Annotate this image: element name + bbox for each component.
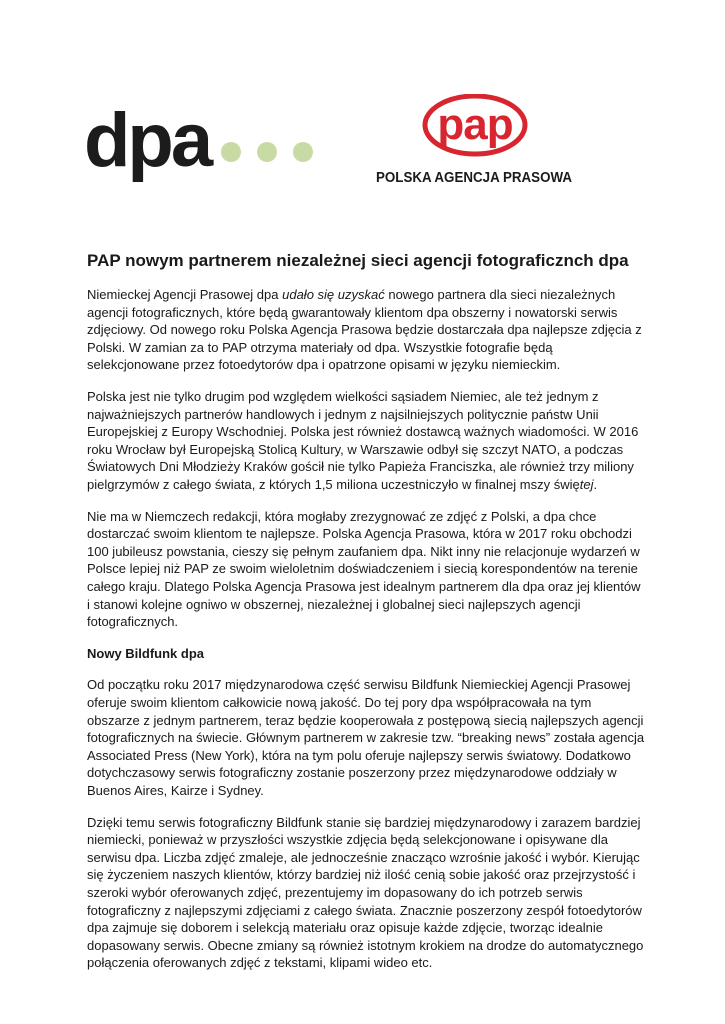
dpa-logo-text: dpa xyxy=(84,108,211,183)
paragraph: Dzięki temu serwis fotograficzny Bildfunk stanie się bardziej międzynarodowy i zarazem bardziej niemiecki, ponieważ w przyszłości wszystkie zdjęcia będą selekcjonowane i opisywane dla serwisu dpa. Liczba zdjęć zmaleje, ale jednocześnie znacząco wzrośnie jakość i wybór. Kierując się życzeniem naszych klientów, którzy bardziej niż ilość cenią sobie jakość oraz przejrzystość i szeroki wybór oferowanych zdjęć, prezentujemy im dopasowany do ich potrzeb serwis fotograficzny z najlepszymi zdjęciami z całego świata. Znacznie poszerzony zespół fotoedytorów dpa zajmuje się doborem i selekcją materiału oraz opisuje każde zdjęcie, tworząc idealnie dopasowany serwis. Obecne zmiany są również istotnym krokiem na drodze do automatycznego połączenia oferowanych zdjęć z tekstami, klipami wideo etc. xyxy=(87,814,644,971)
pap-logo-text: pap xyxy=(437,100,513,149)
document-title: PAP nowym partnerem niezależnej sieci agencji fotograficznch dpa xyxy=(87,251,629,270)
dpa-logo-dot xyxy=(221,142,241,162)
paragraph: Od początku roku 2017 międzynarodowa część serwisu Bildfunk Niemieckiej Agencji Prasowej oferuje swoim klientom całkowicie nową jakość. Do tej pory dpa współpracowała na tym obszarze z jednym partnerem, teraz będzie kooperowała z postępową siecią najlepszych agencji fotograficznych na świecie. Głównym partnerem w zakresie tzw. “breaking news” została agencja Associated Press (New York), która na tym polu oferuje najlepszy serwis światowy. Dodatkowo dotychczasowy serwis fotograficzny zostanie poszerzony przez międzynarodowe oddziały w Buenos Aires, Kairze i Sydney. xyxy=(87,677,645,798)
section-heading: Nowy Bildfunk dpa xyxy=(87,645,204,661)
document-body xyxy=(87,250,647,986)
pap-logo-icon xyxy=(372,94,577,188)
dpa-logo-icon xyxy=(84,108,324,198)
dpa-logo-dot xyxy=(293,142,313,162)
pap-logo-subtitle: POLSKA AGENCJA PRASOWA xyxy=(376,170,573,186)
paragraph: Polska jest nie tylko drugim pod względem wielkości sąsiadem Niemiec, ale też jednym z najważniejszych partnerów handlowych i jednym z najsilniejszych politycznie państw Unii Europejskiej z Europy Wschodniej. Polska jest również dostawcą ważnych wiadomości. W 2016 roku Wrocław był Europejską Stolicą Kultury, w Warszawie odbył się szczyt NATO, a podczas Światowych Dni Młodzieży Kraków gościł nie tylko Papieża Franciszka, ale również trzy miliony pielgrzymów z całego świata, z których 1,5 miliona uczestniczyło w finalnej mszy świętej. xyxy=(87,389,639,493)
paragraph: Niemieckej Agencji Prasowej dpa udało się uzyskać nowego partnera dla sieci niezależnych agencji fotograficznych, które będą gwarantowały klientom dpa obszerny i nowatorski serwis zdjęciowy. Od nowego roku Polska Agencja Prasowa będzie dostarczała dpa najlepsze zdjęcia z Polski. W zamian za to PAP otrzyma materiały od dpa. Wszystkie fotografie będą selekcjonowane przez fotoedytorów dpa i opatrzone opisami w języku niemieckim. xyxy=(87,287,642,373)
paragraph: Nie ma w Niemczech redakcji, która mogłaby zrezygnować ze zdjęć z Polski, a dpa chce dostarczać swoim klientom te najlepsze. Polska Agencja Prasowa, która w 2017 roku obchodzi 100 jubileusz powstania, cieszy się pełnym zaufaniem dpa. Nikt inny nie relacjonuje wydarzeń w Polsce lepiej niż PAP ze swoim wieloletnim doświadczeniem i siecią korespondentów na terenie całego kraju. Dlatego Polska Agencja Prasowa jest idealnym partnerem dla dpa oraz jej klientów i stanowi kolejne ogniwo w obszernej, niezależnej i globalnej sieci najlepszych agencji fotograficznych. xyxy=(87,508,641,630)
dpa-logo-dot xyxy=(257,142,277,162)
